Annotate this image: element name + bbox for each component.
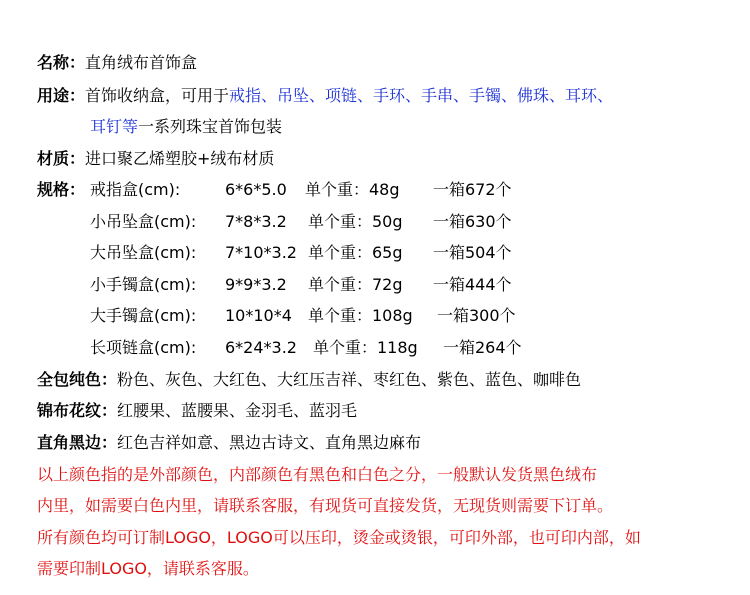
usage-row-continued bbox=[90, 116, 282, 138]
spec-weight: 单个重：118g bbox=[313, 338, 418, 357]
name-value: 直角绒布首饰盒 bbox=[85, 53, 198, 72]
spec-name: 大吊坠盒(cm): bbox=[90, 243, 197, 262]
spec-name: 小吊坠盒(cm): bbox=[90, 212, 197, 231]
note-line: 需要印制LOGO，请联系客服。 bbox=[37, 559, 259, 578]
colors-label: 全包纯色： bbox=[37, 370, 118, 389]
spec-weight: 单个重：108g bbox=[308, 306, 413, 325]
spec-box: 一箱630个 bbox=[433, 212, 512, 231]
material-value: 进口聚乙烯塑胶+绒布材质 bbox=[85, 149, 275, 168]
spec-box: 一箱504个 bbox=[433, 243, 512, 262]
usage-suffix: 一系列珠宝首饰包装 bbox=[138, 117, 283, 136]
spec-size: 10*10*4 bbox=[225, 306, 292, 325]
usage-label: 用途： bbox=[37, 86, 86, 105]
patterns-label: 锦布花纹： bbox=[37, 401, 118, 420]
material-row bbox=[37, 148, 274, 170]
usage-items-line1: 戒指、吊坠、项链、手环、手串、手镯、佛珠、耳环、 bbox=[229, 86, 614, 105]
black-edge-value: 红色吉祥如意、黑边古诗文、直角黑边麻布 bbox=[117, 433, 422, 452]
material-label: 材质： bbox=[37, 149, 86, 168]
spec-name: 长项链盒(cm): bbox=[90, 338, 197, 357]
colors-value: 粉色、灰色、大红色、大红压吉祥、枣红色、紫色、蓝色、咖啡色 bbox=[117, 370, 582, 389]
spec-weight: 单个重：50g bbox=[308, 212, 403, 231]
note-line: 内里，如需要白色内里，请联系客服，有现货可直接发货，无现货则需要下订单。 bbox=[37, 496, 614, 515]
spec-box: 一箱264个 bbox=[443, 338, 522, 357]
spec-size: 7*10*3.2 bbox=[225, 243, 297, 262]
specs-label: 规格： bbox=[37, 180, 86, 199]
name-label: 名称： bbox=[37, 53, 86, 72]
note-line: 以上颜色指的是外部颜色，内部颜色有黑色和白色之分，一般默认发货黑色绒布 bbox=[37, 465, 598, 484]
spec-size: 7*8*3.2 bbox=[225, 212, 287, 231]
usage-prefix: 首饰收纳盒，可用于 bbox=[85, 86, 230, 105]
spec-box: 一箱300个 bbox=[437, 306, 516, 325]
black-edge-label: 直角黑边： bbox=[37, 433, 118, 452]
spec-size: 9*9*3.2 bbox=[225, 275, 287, 294]
colors-row bbox=[37, 369, 581, 391]
spec-size: 6*24*3.2 bbox=[225, 338, 297, 357]
usage-row bbox=[37, 85, 613, 107]
black-edge-row bbox=[37, 432, 421, 454]
spec-name: 大手镯盒(cm): bbox=[90, 306, 197, 325]
usage-items-line2: 耳钉等 bbox=[90, 117, 139, 136]
specs-label-row bbox=[37, 179, 85, 201]
spec-name: 戒指盒(cm): bbox=[90, 180, 181, 199]
spec-box: 一箱672个 bbox=[433, 180, 512, 199]
name-row bbox=[37, 52, 197, 74]
spec-weight: 单个重：72g bbox=[308, 275, 403, 294]
spec-size: 6*6*5.0 bbox=[225, 180, 287, 199]
spec-box: 一箱444个 bbox=[433, 275, 512, 294]
patterns-value: 红腰果、蓝腰果、金羽毛、蓝羽毛 bbox=[117, 401, 358, 420]
note-line: 所有颜色均可订制LOGO，LOGO可以压印，烫金或烫银，可印外部，也可印内部，如 bbox=[37, 528, 641, 547]
spec-name: 小手镯盒(cm): bbox=[90, 275, 197, 294]
spec-weight: 单个重：48g bbox=[305, 180, 400, 199]
patterns-row bbox=[37, 400, 357, 422]
spec-weight: 单个重：65g bbox=[308, 243, 403, 262]
